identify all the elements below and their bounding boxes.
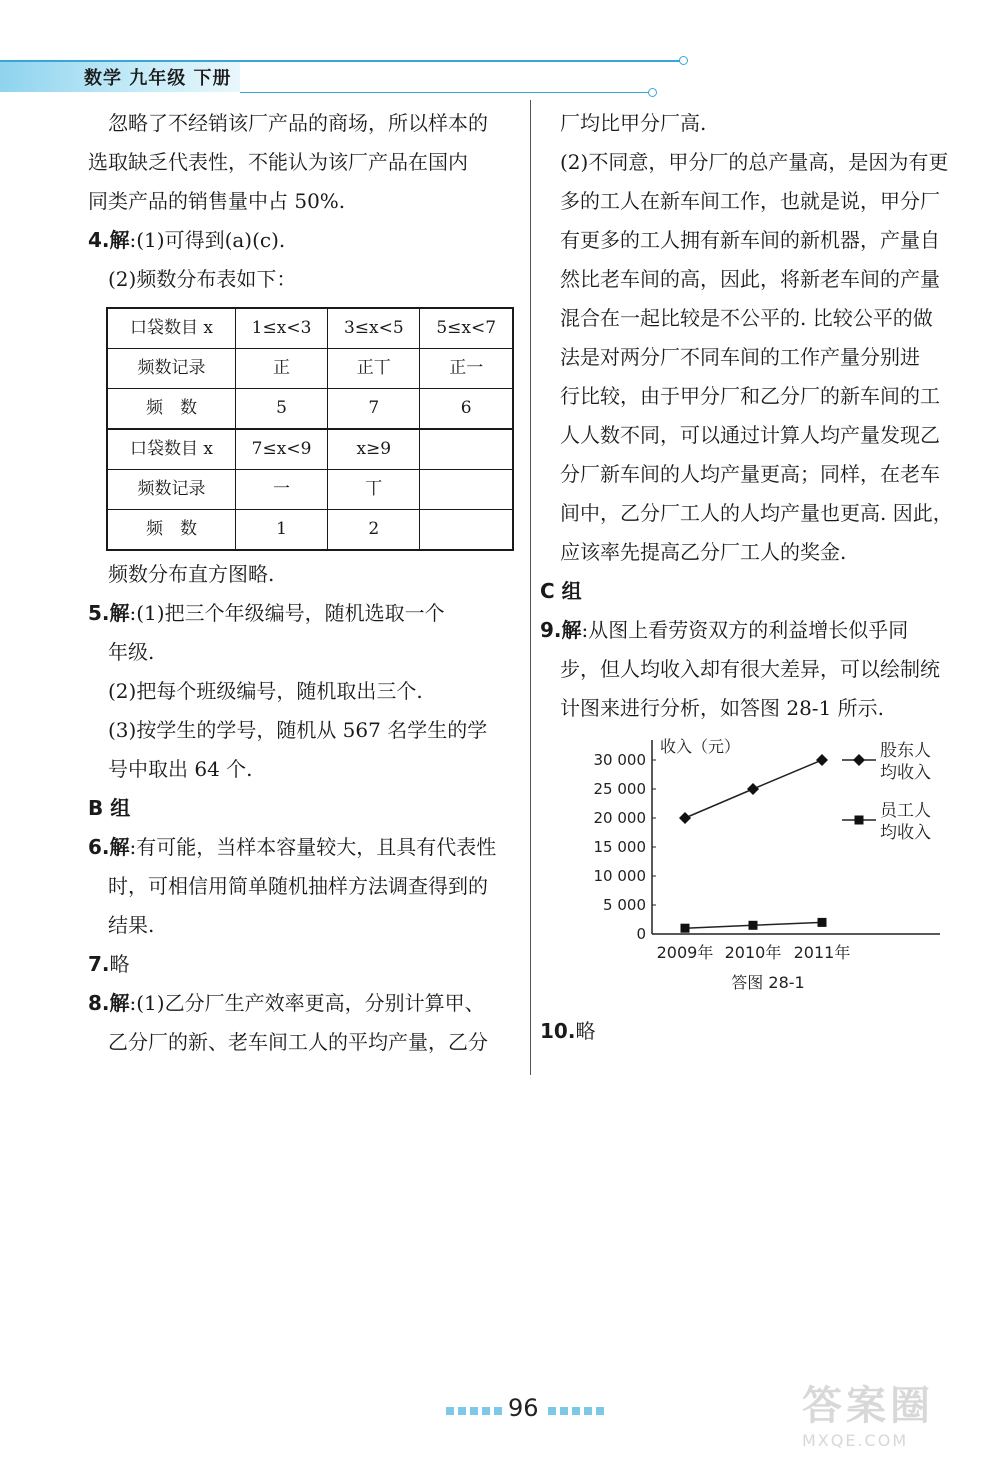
y-axis-label: 收入（元） [660, 737, 741, 756]
table-cell: 5 [235, 389, 327, 430]
legend-label: 员工人 [880, 801, 931, 821]
table-row [107, 510, 513, 551]
y-tick-label: 10 000 [593, 867, 646, 885]
text-line: 忽略了不经销该厂产品的商场，所以样本的 [108, 111, 488, 135]
data-point-diamond [747, 783, 759, 795]
data-point-square [681, 924, 690, 933]
watermark-url: MXQE.COM [802, 1431, 909, 1450]
table-cell: 5≤x<7 [420, 308, 513, 349]
table-cell: 丅 [328, 470, 420, 510]
y-tick-label: 20 000 [593, 809, 646, 827]
watermark [802, 1374, 972, 1454]
table-cell: 6 [420, 389, 513, 430]
text-line: 年级. [108, 640, 155, 664]
left-column [88, 104, 518, 1062]
answer-4 [88, 221, 518, 260]
legend-label: 均收入 [880, 823, 931, 843]
answer-5 [88, 594, 518, 633]
answer-10 [540, 1012, 960, 1051]
table-cell: 1≤x<3 [235, 308, 327, 349]
answer-number: 6.解 [88, 835, 130, 859]
text-line: 混合在一起比较是不公平的. 比较公平的做 [560, 306, 933, 330]
text-line: 分厂新车间的人均产量更高；同样，在老车 [560, 462, 940, 486]
table-row [107, 308, 513, 349]
text-line: 同类产品的销售量中占 50%. [88, 189, 346, 213]
footer-decoration-left [446, 1407, 506, 1415]
text-line: 间中，乙分厂工人的人均产量也更高. 因此， [560, 501, 953, 525]
right-column [540, 104, 976, 728]
text-line: :(1)乙分厂生产效率更高，分别计算甲、 [129, 991, 485, 1015]
text-line: :(1)把三个年级编号，随机选取一个 [129, 601, 445, 625]
group-heading-c: C 组 [540, 579, 582, 603]
data-point-diamond [679, 812, 691, 824]
text-line: 时，可相信用简单随机抽样方法调查得到的 [108, 874, 488, 898]
y-tick-label: 0 [636, 925, 646, 943]
table-row [107, 470, 513, 510]
legend-label: 股东人 [880, 741, 931, 761]
text-line: 计图来进行分析，如答图 28-1 所示. [560, 696, 885, 720]
text-line: 行比较，由于甲分厂和乙分厂的新车间的工 [560, 384, 940, 408]
text-line: 法是对两分厂不同车间的工作产量分别进 [560, 345, 920, 369]
table-cell: 7≤x<9 [235, 429, 327, 470]
x-tick-label: 2010年 [724, 943, 782, 962]
text-line: 应该率先提高乙分厂工人的奖金. [560, 540, 847, 564]
text-line: :从图上看劳资双方的利益增长似乎同 [581, 618, 909, 642]
text-line: :(1)可得到(a)(c). [129, 228, 286, 252]
text-line: 步，但人均收入却有很大差异，可以绘制统 [560, 657, 940, 681]
data-point-diamond [816, 754, 828, 766]
text-line: 号中取出 64 个. [108, 757, 253, 781]
y-tick-label: 15 000 [593, 838, 646, 856]
text-line: (2)不同意，甲分厂的总产量高，是因为有更 [560, 150, 949, 174]
chart-svg [580, 730, 970, 1000]
table-cell: 频数记录 [107, 470, 235, 510]
chart-caption: 答图 28-1 [731, 973, 805, 992]
table-cell: 正一 [420, 349, 513, 389]
answer-8 [88, 984, 518, 1023]
legend-marker-diamond [853, 754, 865, 766]
y-tick-label: 5 000 [603, 896, 646, 914]
table-cell: 频 数 [107, 510, 235, 551]
text-line: 然比老车间的高，因此，将新老车间的产量 [560, 267, 940, 291]
table-cell [420, 510, 513, 551]
y-tick-label: 30 000 [593, 751, 646, 769]
answer-6 [88, 828, 518, 867]
text-line: 结果. [108, 913, 155, 937]
table-cell: 正丅 [328, 349, 420, 389]
text-line: 略 [575, 1019, 596, 1043]
table-cell: 频 数 [107, 389, 235, 430]
header-rule-lower [240, 92, 650, 93]
text-line: 选取缺乏代表性，不能认为该厂产品在国内 [88, 150, 468, 174]
y-tick-label: 25 000 [593, 780, 646, 798]
header-rule-lower-dot [648, 88, 657, 97]
text-line: 乙分厂的新、老车间工人的平均产量，乙分 [108, 1030, 488, 1054]
table-row [107, 429, 513, 470]
answer-number: 4.解 [88, 228, 130, 252]
frequency-table [106, 307, 514, 551]
answer-number: 8.解 [88, 991, 130, 1015]
table-cell: 3≤x<5 [328, 308, 420, 349]
table-cell [420, 470, 513, 510]
data-point-square [749, 921, 758, 930]
footer-decoration-right [548, 1407, 608, 1415]
legend-marker-square [855, 816, 864, 825]
table-cell [420, 429, 513, 470]
text-line: 人人数不同，可以通过计算人均产量发现乙 [560, 423, 940, 447]
table-cell: 1 [235, 510, 327, 551]
column-divider [530, 100, 531, 1075]
answer-number: 5.解 [88, 601, 130, 625]
table-cell: 口袋数目 x [107, 308, 235, 349]
running-header-title: 数学 九年级 下册 [84, 68, 232, 89]
answer-number: 7. [88, 952, 110, 976]
header-rule-end-dot [679, 56, 688, 65]
table-cell: 一 [235, 470, 327, 510]
group-heading-b: B 组 [88, 796, 131, 820]
watermark-text: 答案圈 [802, 1383, 934, 1429]
answer-9 [540, 611, 976, 650]
table-row [107, 389, 513, 430]
text-line: 厂均比甲分厂高. [560, 111, 707, 135]
page-number: 96 [508, 1394, 539, 1422]
table-cell: 7 [328, 389, 420, 430]
income-line-chart [580, 730, 970, 1000]
text-line: (2)频数分布表如下： [108, 267, 297, 291]
table-cell: 口袋数目 x [107, 429, 235, 470]
data-point-square [818, 918, 827, 927]
x-tick-label: 2009年 [656, 943, 714, 962]
table-row [107, 349, 513, 389]
answer-number: 9.解 [540, 618, 582, 642]
text-line: 有更多的工人拥有新车间的新机器，产量自 [560, 228, 940, 252]
text-line: 频数分布直方图略. [108, 562, 275, 586]
table-cell: 2 [328, 510, 420, 551]
text-line: 略 [109, 952, 130, 976]
table-cell: x≥9 [328, 429, 420, 470]
table-cell: 正 [235, 349, 327, 389]
text-line: (2)把每个班级编号，随机取出三个. [108, 679, 423, 703]
text-line: :有可能，当样本容量较大，且具有代表性 [129, 835, 497, 859]
legend-label: 均收入 [880, 763, 931, 783]
table-cell: 频数记录 [107, 349, 235, 389]
text-line: 多的工人在新车间工作，也就是说，甲分厂 [560, 189, 940, 213]
x-tick-label: 2011年 [793, 943, 851, 962]
answer-number: 10. [540, 1019, 576, 1043]
text-line: (3)按学生的学号，随机从 567 名学生的学 [108, 718, 488, 742]
answer-7 [88, 945, 518, 984]
